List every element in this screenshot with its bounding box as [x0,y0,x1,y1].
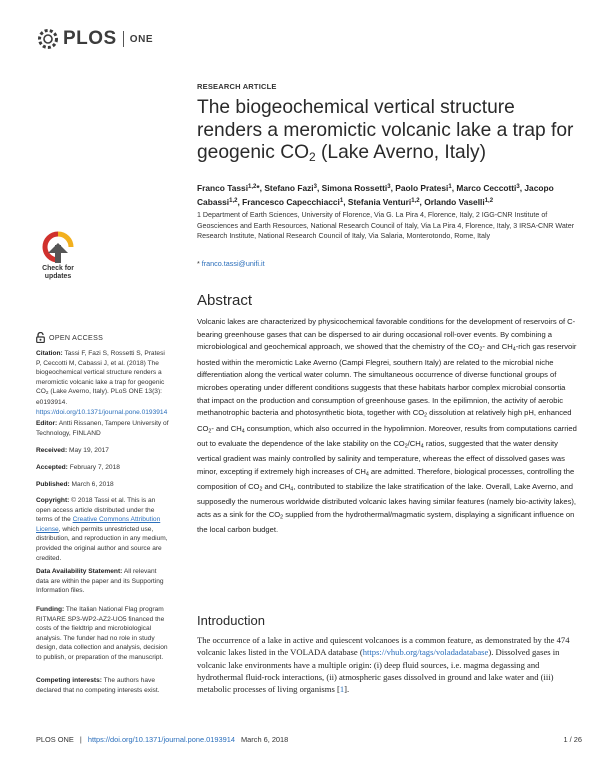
title-subscript: 2 [309,150,316,164]
received-date: May 19, 2017 [67,447,109,454]
footer-date: March 6, 2018 [241,735,289,744]
editor-label: Editor: [36,420,58,427]
footer-journal: PLOS ONE [36,735,74,744]
title-main: The biogeochemical vertical structure renders a meromictic volcanic lake a trap for geogenic CO [197,97,574,163]
intro-text-part: ]. [344,684,350,695]
reference-link[interactable]: 1 [339,684,345,695]
published-block [36,480,170,490]
author-name: Orlando Vaselli [424,196,485,207]
article-type-label: RESEARCH ARTICLE [197,82,277,91]
published-date: March 6, 2018 [69,481,114,488]
author-name: Simona Rossetti [321,183,388,193]
funding-text: The Italian National Flag program RITMARE SP3-WP2-AZ2-UO5 financed the costs of the fieldtrip and microbiological analysis. The funder had no role in study design, data collection and analysis, decision to publish, or preparation of the manuscript. [36,606,168,661]
abstract-subscript: 4 [420,443,424,450]
competing-interests-label: Competing interests: [36,677,102,684]
citation-subscript: 2 [45,390,49,396]
editor-text: Antti Rissanen, Tampere University of Technology, FINLAND [36,420,169,437]
badge-line-2: updates [44,272,72,280]
corresponding-author-mark: * [256,183,260,193]
footer-doi-link[interactable]: https://doi.org/10.1371/journal.pone.0193914 [87,735,235,744]
editor-block [36,419,170,438]
email-link[interactable]: franco.tassi@unifi.it [201,259,265,268]
footer-separator: | [79,735,82,744]
received-label: Received: [36,447,68,454]
author-list: Franco Tassi$^{1,2}$*, Stefano Fazi$^3$, Simona Rossetti$^3$, Paolo Pratesi$^1$, Marco Ceccotti$^3$, Jacopo Cabassi$^{1,2}$, Francesco Capecchiacci$^1$, Stefania Venturi$^{1,2}$, Orlando Vaselli$^{1,2}$ [197,183,554,207]
author-affiliation-marker: 1 [339,197,344,204]
abstract-subscript: 2 [479,346,483,353]
competing-interests-text: The authors have declared that no competing interests exist. [36,677,160,694]
introduction-heading: Introduction [197,613,265,628]
abstract-text-part: dissolution at relatively high pH, enhanced CO [197,408,572,433]
received-block [36,446,170,456]
abstract-heading: Abstract [197,292,253,309]
author-name: Paolo Pratesi [395,183,449,193]
open-lock-icon [36,332,45,343]
funding-block [36,605,170,663]
abstract-text-part: /CH [407,438,421,448]
copyright-label: Copyright: [36,497,70,504]
volada-database-link[interactable]: https://vhub.org/tags/voladadatabase [362,647,489,658]
cc-license-link[interactable]: Creative Commons Attribution License [36,516,161,533]
funding-label: Funding: [36,606,65,613]
citation-text: Tassi F, Fazi S, Rossetti S, Pratesi P, Ceccotti M, Cabassi J, et al. (2018) The biogeochemical vertical structure renders a meromictic volcanic lake a trap for geogenic CO [36,350,165,396]
abstract-text-part: Volcanic lakes are characterized by physicochemical favorable conditions for the development of reservoirs of C-bearing greenhouse gases that can be dispersed to air during occasional roll-over events. By combining a microbiological and geochemical approach, we showed that the chemistry of the CO [197,317,576,352]
accepted-date: February 7, 2018 [67,464,120,471]
copyright-block [36,496,170,563]
title-tail: (Lake Averno, Italy) [315,142,486,163]
abstract-text-part: -rich gas reservoir hosted within the meromictic Lake Averno (Campi Flegrei, southern Italy) are related to the microbial niche differentiation along the vertical water column. The simultaneous occurrence of diverse functional groups of microbes operating under different conditions suggests that these habitats harbor complex microbial consortia that impact on the production and consumption of greenhouse gases. In the epilimnion, the activity of aerobic methanotrophic bacteria and photosynthetic biota, together with CO [197,342,577,418]
citation-tail: (Lake Averno, Italy). PLoS ONE 13(3): e0193914. [36,388,162,406]
author-affiliation-marker: 3 [516,184,520,190]
abstract-subscript: 2 [280,514,284,521]
intro-text-part: ). Dissolved gases in volcanic lake environments have a multiple origin: (i) deep fluid sources, i.e. magma degassing and hydrothermal fluid-rock interactions, (ii) atmospheric gases dissolved in ground and lake water and (iii) metabolic processes of living organisms [ [197,647,560,695]
author-affiliation-marker: 1,2 [248,184,257,190]
check-for-updates-icon [34,231,82,265]
badge-line-1: Check for [42,265,74,272]
abstract-subscript: 2 [424,412,428,419]
citation-doi-link[interactable]: https://doi.org/10.1371/journal.pone.0193914 [36,408,168,416]
abstract-subscript: 4 [290,486,294,493]
open-access [36,332,103,343]
abstract-text-part: supplied from the hydrothermal/magmatic system, displaying a significant influence on the local carbon budget. [197,509,575,535]
author-name: Marco Ceccotti [456,183,517,193]
journal-name: ONE [129,33,154,45]
abstract-text-part: - and CH [211,423,242,433]
abstract-subscript: 4 [365,471,369,478]
open-access-label: OPEN ACCESS [49,333,104,342]
abstract-subscript: 2 [208,428,212,435]
accepted-block [36,463,170,473]
introduction-body [197,634,581,695]
plos-one-logo[interactable] [36,27,153,51]
logo-divider [123,31,124,47]
copyright-tail: , which permits unrestricted use, distribution, and reproduction in any medium, provided the original author and source are credited. [36,525,168,562]
affiliations: 1 Department of Earth Sciences, University of Florence, Via G. La Pira 4, Florence, Italy, 2 IGG-CNR Institute of Geosciences and Earth Resources, National Research Council of Italy, Via La Pira 4, Florence, Italy, 3 IRSA-CNR Water Research Institute, National Research Council of Italy, Via Salaria, Monterotondo, Rome, Italy [197,211,575,241]
journal-brand: PLOS [63,28,117,49]
author-name: Franco Tassi [197,183,249,193]
abstract-text-part: consumption, which also occurred in the hypolimnion. Moreover, results from computations carried out to evaluate the dependence of the lake stability on the CO [197,423,577,448]
data-availability-label: Data Availability Statement: [36,568,123,575]
page-footer [36,735,582,744]
author-name: Francesco Capecchiacci [242,196,340,207]
page-number: 1 / 26 [563,735,582,744]
article-title [197,97,577,169]
author-name: Stefano Fazi [264,183,314,193]
author-affiliation-marker: 3 [387,184,391,190]
intro-text-part: The occurrence of a lake in active and quiescent volcanoes is a common feature, as demonstrated by the 474 volcanic lakes listed in the VOLADA database ( [197,635,570,658]
copyright-text: © 2018 Tassi et al. This is an open access article distributed under the terms of the [36,497,156,524]
data-availability-block [36,567,170,596]
abstract-subscript: 4 [241,428,245,435]
citation-label: Citation: [36,350,63,357]
author-name: Jacopo Cabassi [197,183,554,207]
abstract-text-part: and CH [262,481,291,491]
corresponding-mark: * [197,259,202,268]
author-name: Stefania Venturi [347,196,412,207]
corresponding-email[interactable] [197,259,265,268]
abstract-text-part: , contributed to stabilize the lake stratification of the lake. Overall, Lake Averno, and supposedly the numerous worldwide distributed volcanic lakes having similar features (namely bio-activity lakes), acts as a sink for the CO [197,481,577,519]
accepted-label: Accepted: [36,464,68,471]
author-affiliation-marker: 1 [448,184,452,190]
author-affiliation-marker: 3 [313,184,317,190]
abstract-text-part: ratios, suggested that the water density vertical gradient was mainly controlled by salinity and temperature, whereas the effect of dissolved gases was minor, excepting if extremely high increases of CH [197,438,565,476]
abstract-subscript: 4 [512,346,516,353]
abstract-body [197,316,577,537]
author-affiliation-marker: 1,2 [229,197,238,204]
author-affiliation-marker: 1,2 [484,197,494,204]
abstract-subscript: 2 [259,486,263,493]
published-label: Published: [36,481,70,488]
check-for-updates-badge[interactable] [34,231,82,287]
competing-interests-block [36,676,170,695]
citation-block [36,349,170,417]
data-availability-text: All relevant data are within the paper and its Supporting Information files. [36,568,164,595]
abstract-text-part: - and CH [482,342,513,352]
author-affiliation-marker: 1,2 [411,197,420,204]
abstract-subscript: 2 [404,443,408,450]
abstract-text-part: are admitted. Therefore, biological processes, controlling the composition of CO [197,466,575,491]
plos-logo-icon [36,27,60,51]
